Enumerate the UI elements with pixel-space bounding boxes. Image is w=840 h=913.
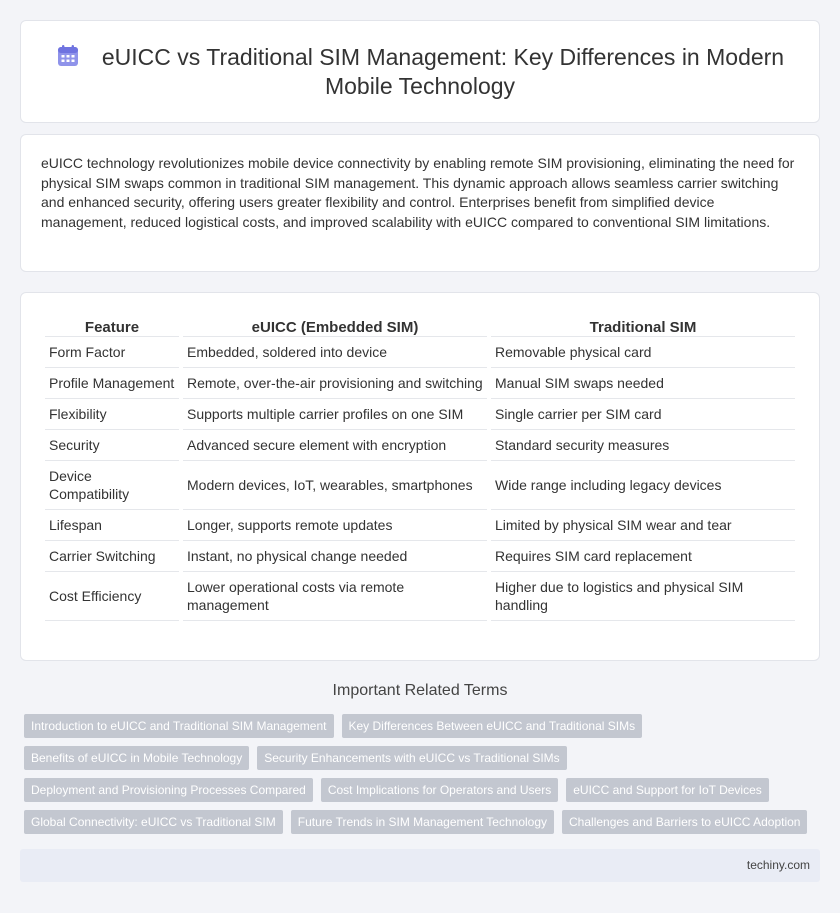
- cell-traditional: Higher due to logistics and physical SIM handling: [491, 572, 795, 621]
- related-term-tag[interactable]: eUICC and Support for IoT Devices: [566, 778, 769, 802]
- related-term-tag[interactable]: Introduction to eUICC and Traditional SIM Management: [24, 714, 334, 738]
- table-row: [45, 541, 795, 572]
- comparison-table: [41, 315, 799, 621]
- related-term-tag[interactable]: Benefits of eUICC in Mobile Technology: [24, 746, 249, 770]
- comparison-card: [20, 292, 820, 661]
- footer: [20, 849, 820, 882]
- cell-feature: Carrier Switching: [45, 541, 179, 572]
- cell-traditional: Manual SIM swaps needed: [491, 368, 795, 399]
- page-title-text: eUICC vs Traditional SIM Management: Key Differences in Modern Mobile Technology: [101, 44, 785, 99]
- cell-euicc: Instant, no physical change needed: [183, 541, 487, 572]
- cell-euicc: Embedded, soldered into device: [183, 337, 487, 368]
- related-terms-title: Important Related Terms: [332, 682, 508, 699]
- cell-traditional: Removable physical card: [491, 337, 795, 368]
- cell-euicc: Modern devices, IoT, wearables, smartphones: [183, 461, 487, 510]
- cell-feature: Form Factor: [45, 337, 179, 368]
- related-term-tag[interactable]: Deployment and Provisioning Processes Compared: [24, 778, 313, 802]
- table-row: [45, 430, 795, 461]
- calendar-icon: [56, 44, 80, 68]
- page-title: [41, 43, 799, 101]
- cell-euicc: Advanced secure element with encryption: [183, 430, 487, 461]
- cell-feature: Security: [45, 430, 179, 461]
- cell-traditional: Single carrier per SIM card: [491, 399, 795, 430]
- cell-feature: Profile Management: [45, 368, 179, 399]
- header-traditional: Traditional SIM: [491, 315, 795, 337]
- cell-feature: Lifespan: [45, 510, 179, 541]
- header-card: [20, 20, 820, 123]
- page-heading: [41, 43, 799, 101]
- table-row: [45, 337, 795, 368]
- intro-text: eUICC technology revolutionizes mobile device connectivity by enabling remote SIM provisioning, eliminating the need for physical SIM swaps common in traditional SIM management. This dynamic approach allows seamless carrier switching and enhanced security, offering users greater flexibility and control. Enterprises benefit from simplified device management, reduced logistical costs, and improved scalability with eUICC compared to conventional SIM limitations.: [41, 155, 795, 230]
- cell-feature: Flexibility: [45, 399, 179, 430]
- footer-brand[interactable]: techiny.com: [746, 858, 810, 872]
- tag-row: [24, 714, 824, 746]
- table-row: [45, 399, 795, 430]
- cell-feature: Device Compatibility: [45, 461, 179, 510]
- related-term-tag[interactable]: Security Enhancements with eUICC vs Traditional SIMs: [257, 746, 566, 770]
- tag-row: [24, 746, 824, 778]
- table-row: [45, 572, 795, 621]
- cell-euicc: Supports multiple carrier profiles on one SIM: [183, 399, 487, 430]
- related-term-tag[interactable]: Key Differences Between eUICC and Traditional SIMs: [342, 714, 643, 738]
- table-row: [45, 461, 795, 510]
- tag-row: [24, 778, 824, 810]
- related-term-tag[interactable]: Challenges and Barriers to eUICC Adoption: [562, 810, 807, 834]
- cell-traditional: Standard security measures: [491, 430, 795, 461]
- related-term-tag[interactable]: Cost Implications for Operators and Users: [321, 778, 558, 802]
- intro-card: [20, 134, 820, 272]
- header-euicc: eUICC (Embedded SIM): [183, 315, 487, 337]
- table-row: [45, 510, 795, 541]
- cell-traditional: Wide range including legacy devices: [491, 461, 795, 510]
- tag-row: [24, 810, 824, 842]
- header-feature: Feature: [45, 315, 179, 337]
- related-terms-list: [24, 714, 824, 842]
- cell-traditional: Requires SIM card replacement: [491, 541, 795, 572]
- table-row: [45, 368, 795, 399]
- cell-traditional: Limited by physical SIM wear and tear: [491, 510, 795, 541]
- related-term-tag[interactable]: Future Trends in SIM Management Technology: [291, 810, 554, 834]
- cell-euicc: Lower operational costs via remote management: [183, 572, 487, 621]
- table-header-row: [45, 315, 795, 337]
- related-term-tag[interactable]: Global Connectivity: eUICC vs Traditional SIM: [24, 810, 283, 834]
- table-body: [45, 337, 795, 621]
- cell-feature: Cost Efficiency: [45, 572, 179, 621]
- cell-euicc: Longer, supports remote updates: [183, 510, 487, 541]
- cell-euicc: Remote, over-the-air provisioning and switching: [183, 368, 487, 399]
